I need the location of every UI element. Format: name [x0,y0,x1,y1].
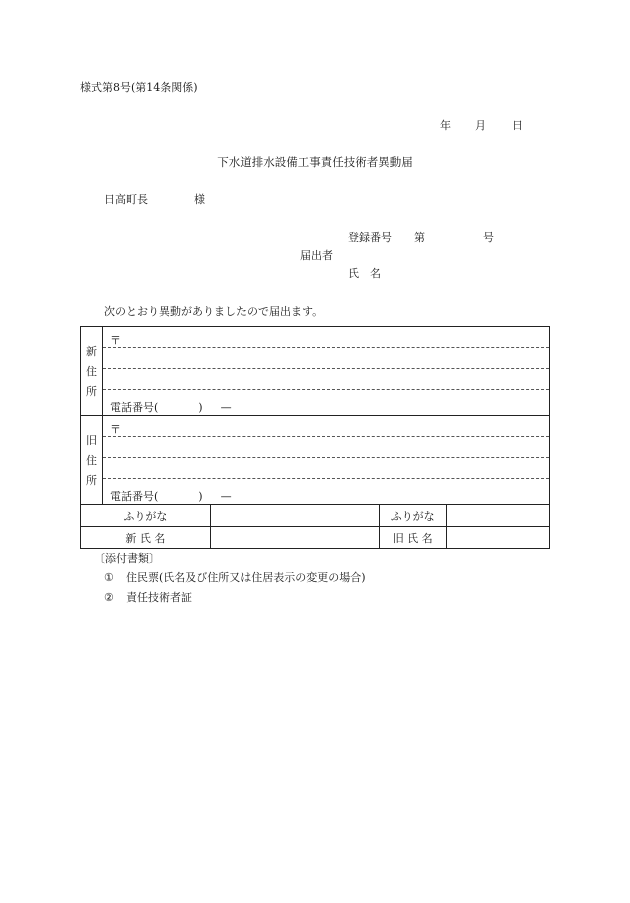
furigana-new-field[interactable] [210,505,379,527]
addressee-honorific: 様 [194,193,205,206]
date-month: 月 [475,119,486,132]
new-name-label: 新 氏 名 [81,527,211,549]
furigana-old-field[interactable] [446,505,549,526]
change-form-table [80,326,550,549]
new-address-side-label [81,327,103,416]
furigana-old-label: ふりがな [380,505,447,526]
side-char: 旧 [86,433,97,447]
attachments-heading: 〔添付書類〕 [94,552,160,565]
old-name-group [379,527,549,549]
attachment-item [104,572,366,583]
old-name-field[interactable] [446,527,549,548]
date-year: 年 [440,119,451,132]
form-number: 様式第8号(第14条関係) [80,81,198,94]
registration-prefix: 第 [414,231,425,244]
attachment-item [104,592,192,603]
registration-suffix: 号 [483,231,494,244]
addressee [104,194,205,205]
notifier-label: 届出者 [300,249,333,262]
old-name-label: 旧 氏 名 [380,527,447,548]
attachment-text: 責任技術者証 [126,591,192,604]
postal-mark: 〒 [110,423,121,436]
side-char: 所 [86,384,97,398]
side-char: 新 [86,344,97,358]
new-phone-line: 電話番号( ) — [110,401,232,414]
old-address-field[interactable] [103,416,550,505]
attachment-text: 住民票(氏名及び住所又は住居表示の変更の場合) [126,571,366,584]
registration-label: 登録番号 [348,231,392,244]
postal-mark: 〒 [110,334,121,347]
document-title: 下水道排水設備工事責任技術者異動届 [217,155,413,169]
old-phone-line: 電話番号( ) — [110,490,232,503]
old-furigana-group [379,505,549,527]
attachment-number: ② [104,591,114,604]
new-address-field[interactable] [103,327,550,416]
old-address-side-label [81,416,103,505]
registration-line [348,232,494,243]
side-char: 住 [86,453,97,467]
date-line [440,120,523,131]
applicant-name-label: 氏 名 [348,267,381,280]
date-day: 日 [512,119,523,132]
new-name-field[interactable] [210,527,379,549]
side-char: 所 [86,473,97,487]
furigana-new-label: ふりがな [81,505,211,527]
side-char: 住 [86,364,97,378]
intro-text: 次のとおり異動がありましたので届出ます。 [104,305,324,318]
attachment-number: ① [104,571,114,584]
addressee-name: 日高町長 [104,193,148,206]
